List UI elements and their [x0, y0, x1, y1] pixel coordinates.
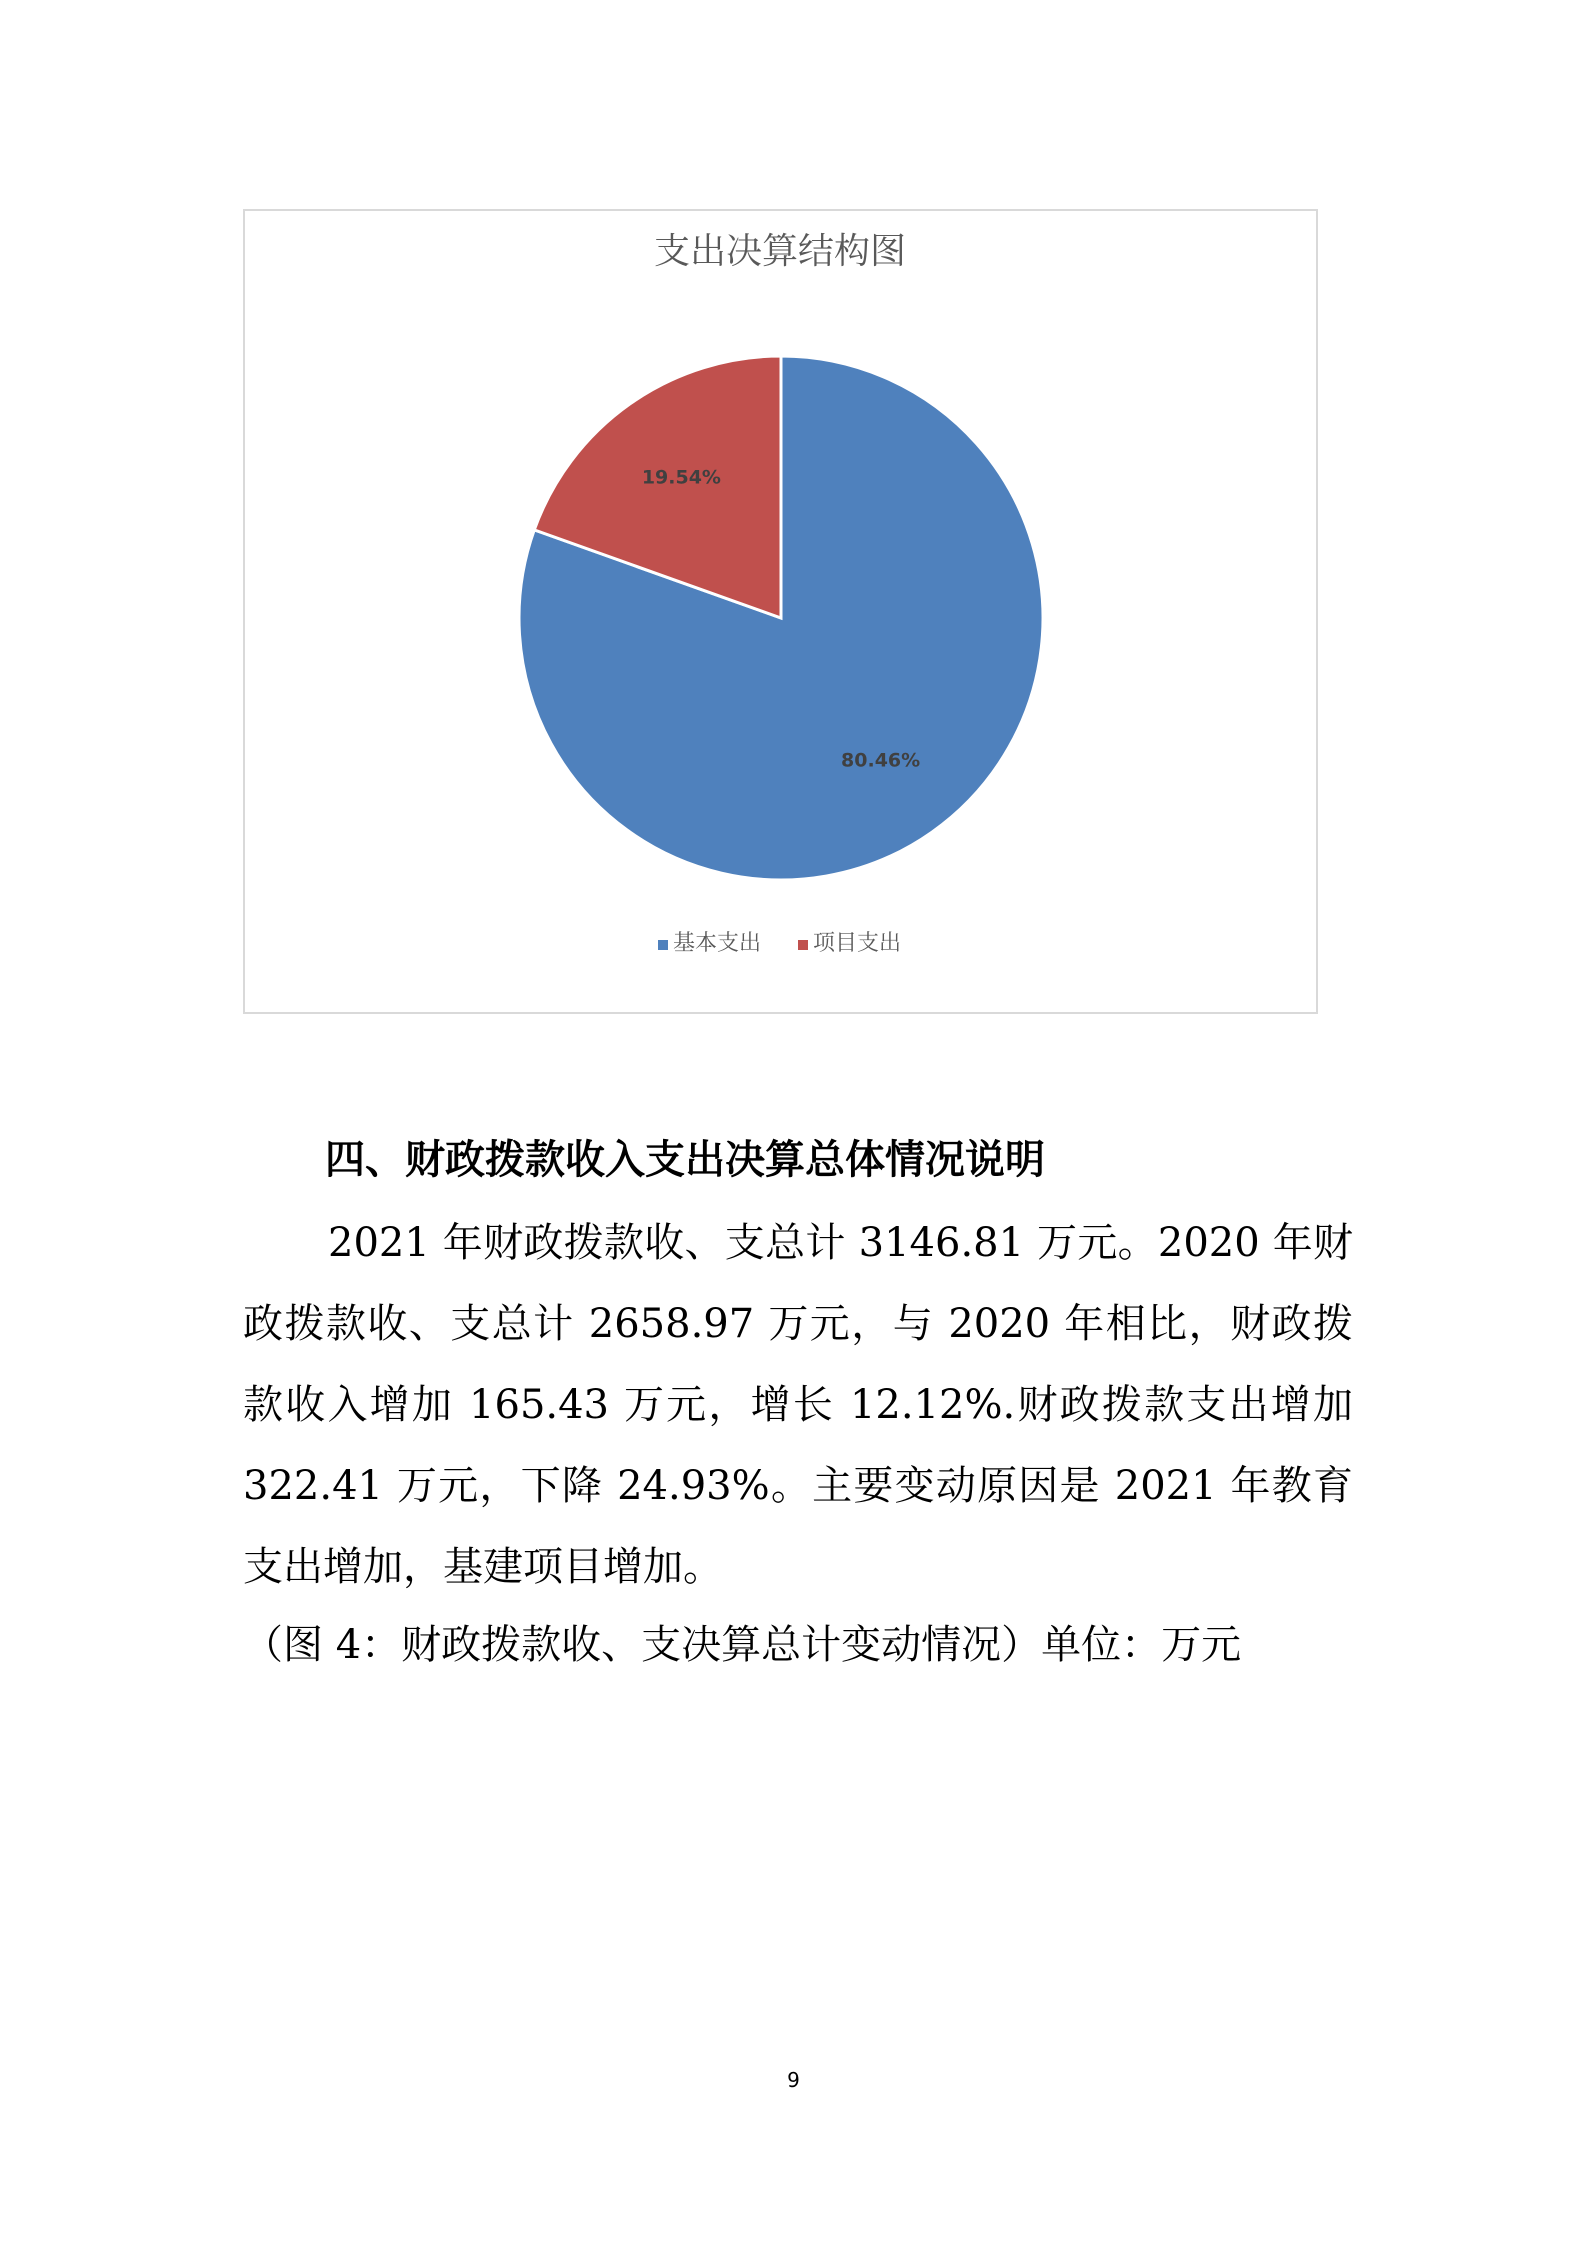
legend-label-1: 基本支出 — [673, 931, 762, 956]
pie-data-label-1: 80.46% — [841, 749, 921, 772]
chart-legend — [658, 931, 901, 956]
chart-title: 支出决算结构图 — [653, 231, 907, 272]
legend-swatch-2 — [798, 940, 808, 950]
section-heading: 四、财政拨款收入支出决算总体情况说明 — [325, 1137, 1045, 1183]
figure-caption: （图 4：财政拨款收、支决算总计变动情况）单位：万元 — [243, 1622, 1242, 1668]
pie-slices — [519, 356, 1043, 880]
page-number: 9 — [787, 2068, 800, 2092]
body-paragraph: 2021 年财政拨款收、支总计 3146.81 万元。2020 年财政拨款收、支总计 2658.97 万元，与 2020 年相比，财政拨款收入增加 165.43 万元，增长 12.12%.财政拨款支出增加 322.41 万元，下降 24.93%。主要变动原因是 2021 年教育支出增加，基建项目增加。 — [243, 1220, 1353, 1590]
pie-chart-svg — [245, 211, 1316, 1012]
legend-label-2: 项目支出 — [813, 931, 902, 956]
legend-swatch-1 — [658, 940, 668, 950]
pie-data-label-2: 19.54% — [641, 466, 721, 489]
pie-chart — [243, 209, 1318, 1014]
